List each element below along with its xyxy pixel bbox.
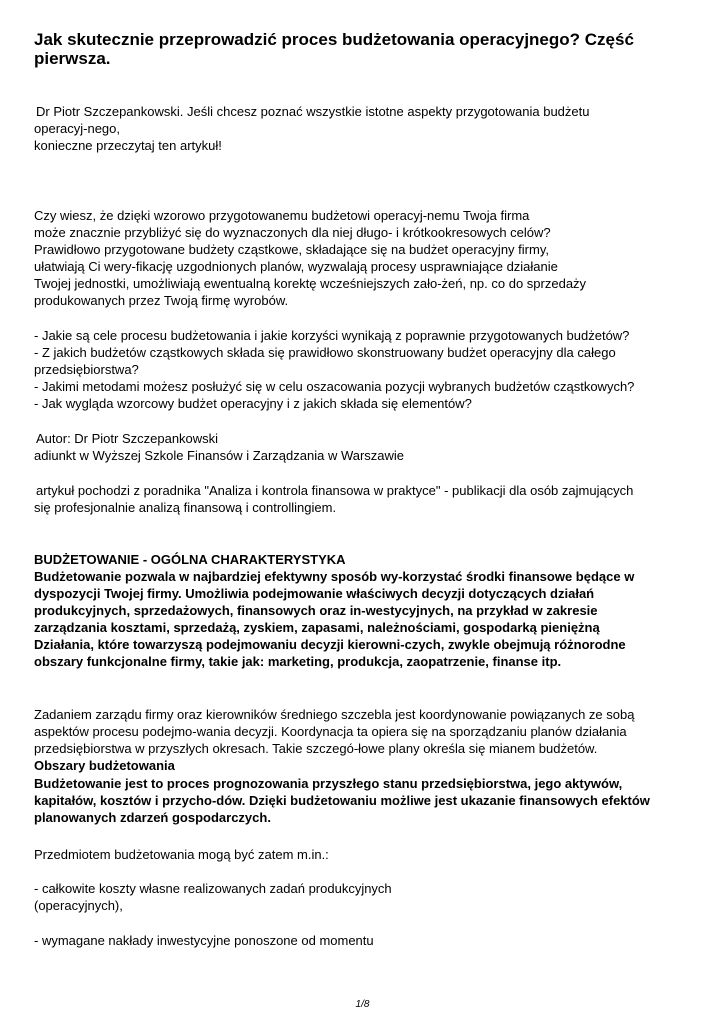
paragraph-line: Prawidłowo przygotowane budżety cząstkowe, składające się na budżet operacyjny firmy, [34,242,549,257]
question-item: - Jak wygląda wzorcowy budżet operacyjny i z jakich składa się elementów? [34,396,472,411]
question-item: - Z jakich budżetów cząstkowych składa się prawidłowo skonstruowany budżet operacyjny dla całego [34,345,616,360]
question-item: - Jakie są cele procesu budżetowania i jakie korzyści wynikają z poprawnie przygotowanych budżetów? [34,328,630,343]
section-bold-line: produkcyjnych, sprzedażowych, finansowych oraz in-westycyjnych, na przykład w zakresie [34,603,598,618]
subsection-bold-line: Budżetowanie jest to proces prognozowania przyszłego stanu przedsiębiorstwa, jego aktywów, [34,776,623,791]
section-bold-line: zarządzania kosztami, sprzedażą, zyskiem, zapasami, należnościami, gospodarką pieniężną [34,620,600,635]
source-line: artykuł pochodzi z poradnika "Analiza i kontrola finansowa w praktyce" - publikacji dla osób zajmujących [36,483,634,498]
paragraph-line: Przedmiotem budżetowania mogą być zatem m.in.: [34,847,329,862]
paragraph-line: Twojej jednostki, umożliwiają ewentualną korektę wcześniejszych zało-żeń, np. co do sprzedaży [34,276,587,291]
subsection-bold-line: kapitałów, kosztów i przycho-dów. Dzięki budżetowaniu możliwe jest ukazanie finansowych efektów [34,793,650,808]
page-title: Jak skutecznie przeprowadzić proces budżetowania operacyjnego? Część pierwsza. [34,30,634,68]
paragraph-line: produkowanych przez Twoją firmę wyrobów. [34,293,289,308]
question-item: - Jakimi metodami możesz posłużyć się w celu oszacowania pozycji wybranych budżetów cząstkowych? [34,379,635,394]
page-number: 1/8 [355,999,370,1010]
question-item: przedsiębiorstwa? [34,362,139,377]
intro-line: Dr Piotr Szczepankowski. Jeśli chcesz poznać wszystkie istotne aspekty przygotowania budżetu [36,104,590,119]
section-heading: BUDŻETOWANIE - OGÓLNA CHARAKTERYSTYKA [34,552,346,567]
paragraph-line: może znacznie przybliżyć się do wyznaczonych dla niej długo- i krótkookresowych celów? [34,225,551,240]
author-line: Autor: Dr Piotr Szczepankowski [36,431,219,446]
paragraph-line: Czy wiesz, że dzięki wzorowo przygotowanemu budżetowi operacyj-nemu Twoja firma [34,208,530,223]
section-bold-line: obszary funkcjonalne firmy, takie jak: marketing, produkcja, zaopatrzenie, finanse itp. [34,654,562,669]
subsection-heading: Obszary budżetowania [34,758,175,773]
section-bold-line: dyspozycji Twojej firmy. Umożliwia podejmowanie właściwych decyzji dotyczących działań [34,586,595,601]
subsection-bold-line: planowanych zdarzeń gospodarczych. [34,810,271,825]
author-line: adiunkt w Wyższej Szkole Finansów i Zarządzania w Warszawie [34,448,405,463]
paragraph-line: przedsiębiorstwa w przyszłych okresach. Takie szczegó-łowe plany określa się mianem budżetów. [34,741,598,756]
paragraph-line: ułatwiają Ci wery-fikację uzgodnionych planów, wyzwalają procesy usprawniające działanie [34,259,558,274]
section-bold-line: Działania, które towarzyszą podejmowaniu decyzji kierowni-czych, zwykle obejmują różnorodne [34,637,626,652]
intro-line: operacyj-nego, [34,121,120,136]
list-item: (operacyjnych), [34,898,123,913]
section-bold-line: Budżetowanie pozwala w najbardziej efektywny sposób wy-korzystać środki finansowe będące w [34,569,635,584]
source-line: się profesjonalnie analizą finansową i controllingiem. [34,500,337,515]
intro-line: konieczne przeczytaj ten artykuł! [34,138,222,153]
list-item: - całkowite koszty własne realizowanych zadań produkcyjnych [34,881,392,896]
paragraph-line: Zadaniem zarządu firmy oraz kierowników średniego szczebla jest koordynowanie powiązanych ze sobą [34,707,635,722]
list-item: - wymagane nakłady inwestycyjne ponoszone od momentu [34,933,374,948]
paragraph-line: aspektów procesu podejmo-wania decyzji. Koordynacja ta opiera się na sporządzaniu planów działania [34,724,627,739]
